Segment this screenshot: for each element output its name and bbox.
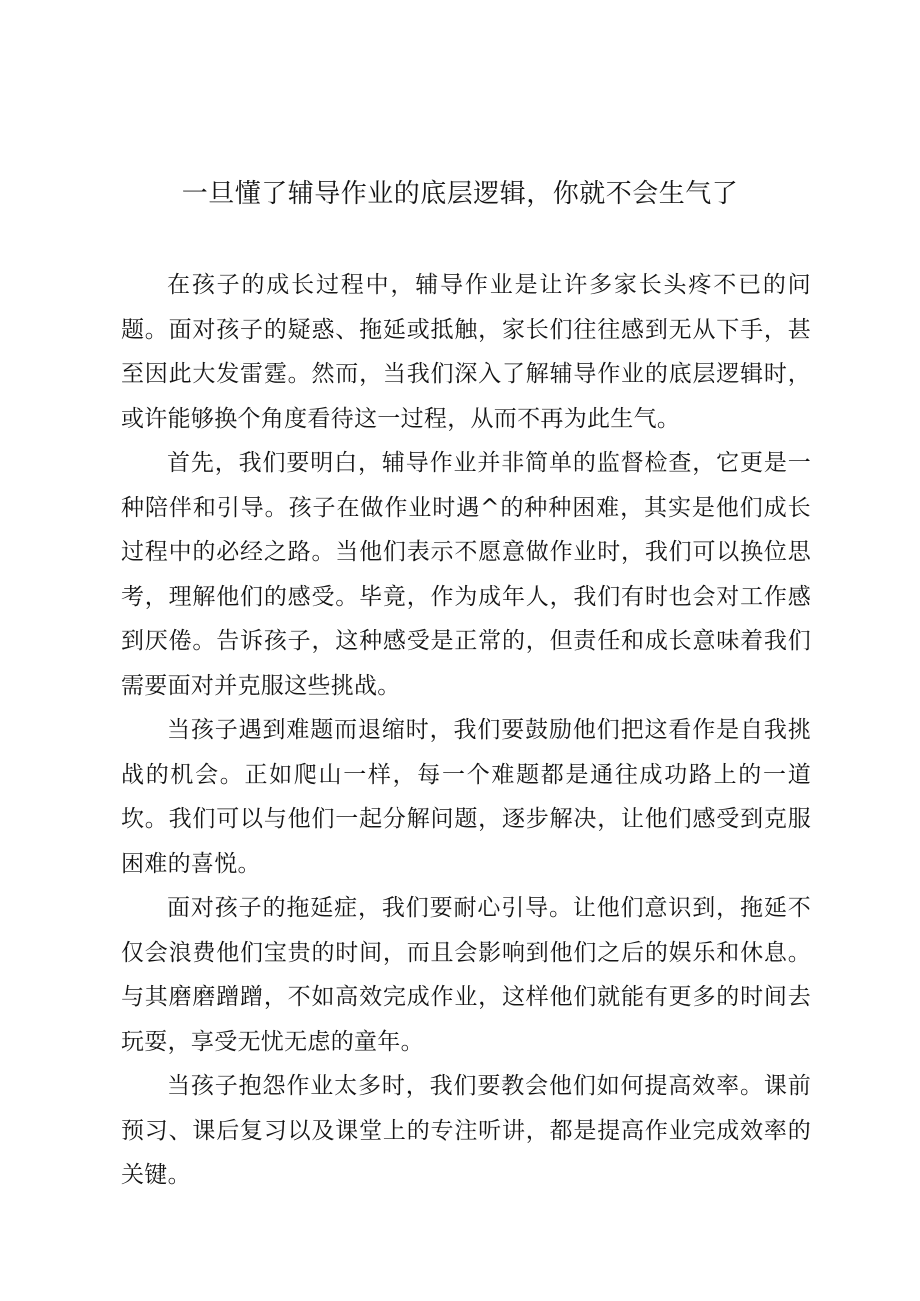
paragraph-2: 首先，我们要明白，辅导作业并非简单的监督检查，它更是一种陪伴和引导。孩子在做作业时遇^的种种困难，其实是他们成长过程中的必经之路。当他们表示不愿意做作业时，我们可以换位思考，理解他们的感受。毕竟，作为成年人，我们有时也会对工作感到厌倦。告诉孩子，这种感受是正常的，但责任和成长意味着我们需要面对并克服这些挑战。 <box>121 450 811 699</box>
paragraph-4: 面对孩子的拖延症，我们要耐心引导。让他们意识到，拖延不仅会浪费他们宝贵的时间，而且会影响到他们之后的娱乐和休息。与其磨磨蹭蹭，不如高效完成作业，这样他们就能有更多的时间去玩耍，享受无忧无虑的童年。 <box>121 895 811 1055</box>
paragraph-3: 当孩子遇到难题而退缩时，我们要鼓励他们把这看作是自我挑战的机会。正如爬山一样，每一个难题都是通往成功路上的一道坎。我们可以与他们一起分解问题，逐步解决，让他们感受到克服困难的喜悦。 <box>121 717 811 877</box>
document-title: 一旦懂了辅导作业的底层逻辑，你就不会生气了 <box>181 179 739 209</box>
paragraph-1: 在孩子的成长过程中，辅导作业是让许多家长头疼不已的问题。面对孩子的疑惑、拖延或抵触，家长们往往感到无从下手，甚至因此大发雷霆。然而，当我们深入了解辅导作业的底层逻辑时，或许能够换个角度看待这一过程，从而不再为此生气。 <box>121 272 811 432</box>
document-body <box>121 263 811 1198</box>
paragraph-5: 当孩子抱怨作业太多时，我们要教会他们如何提高效率。课前预习、课后复习以及课堂上的专注听讲，都是提高作业完成效率的关键。 <box>121 1073 811 1188</box>
